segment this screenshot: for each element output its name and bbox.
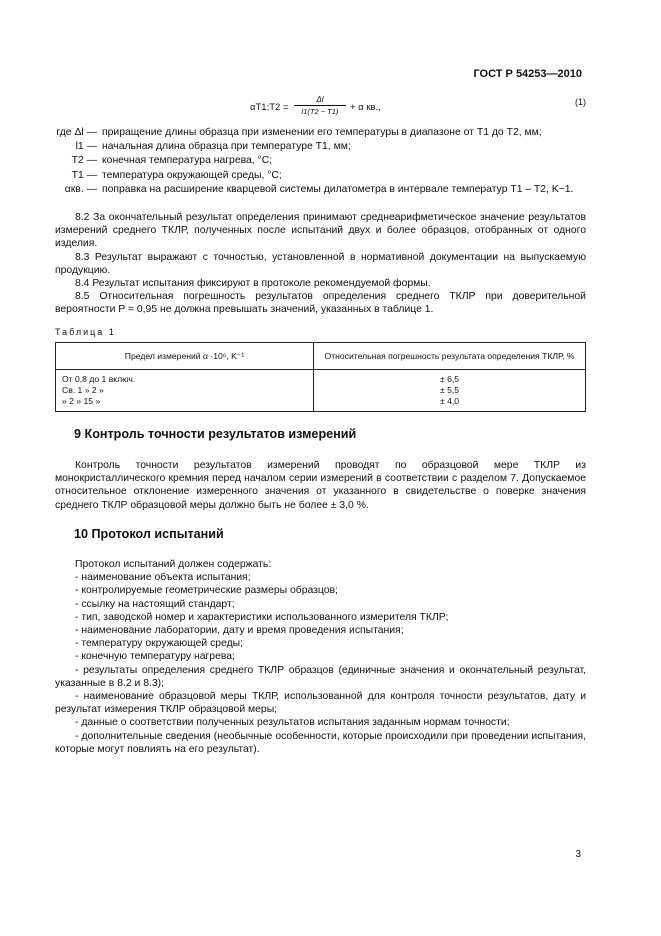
error-value: ± 5,5 xyxy=(439,385,460,395)
definitions-list xyxy=(40,126,586,197)
range-value: Св. 1 » 2 » xyxy=(62,385,104,395)
table-cell-error xyxy=(314,370,586,412)
definition-text: температура окружающей среды, °C; xyxy=(102,169,282,181)
definition-symbol: где Δl — xyxy=(56,127,97,138)
document-header: ГОСТ Р 54253—2010 xyxy=(473,68,582,80)
range-value: » 2 » 15 » xyxy=(62,396,101,406)
definition-item xyxy=(40,183,586,196)
paragraph-8-3: 8.3 Результат выражают с точностью, установленной в нормативной документации на выпускаемую продукцию. xyxy=(55,251,586,276)
section-9-text: Контроль точности результатов измерений проводят по образцовой мере ТКЛР из монокристаллического кремния перед началом серии измерений в соответствии с разделом 7. Допускаемое относительное отклонение измеренного значения от указанного в свидетельстве о поверке значения среднего ТКЛР образцовой меры должно быть не более ± 3,0 %. xyxy=(55,460,586,511)
list-item: - дополнительные сведения (необычные особенности, которые происходили при проведении испытания, которые могут повлиять на его результат). xyxy=(55,730,586,755)
list-item: - контролируемые геометрические размеры образцов; xyxy=(75,585,338,597)
list-item: - результаты определения среднего ТКЛР образцов (единичные значения и окончательный результат, указанные в 8.2 и 8.3); xyxy=(55,664,586,689)
table-header-cell: Предел измерений α ·10⁶, K⁻¹ xyxy=(56,343,314,370)
formula-rhs: + α кв., xyxy=(350,102,381,113)
definition-symbol: l1 — xyxy=(75,141,97,153)
definition-item xyxy=(40,169,586,182)
list-item: - наименование образцовой меры ТКЛР, использованной для контроля точности результатов, дату и результат измерения ТКЛР образцовой меры; xyxy=(55,691,586,716)
list-item: - конечную температуру нагрева; xyxy=(75,651,235,663)
list-item: - наименование объекта испытания; xyxy=(75,572,251,584)
table-cell-range xyxy=(56,370,314,412)
definition-item xyxy=(40,140,586,153)
definition-symbol: T2 — xyxy=(71,155,97,167)
list-item: - тип, заводской номер и характеристики использованного измерителя ТКЛР; xyxy=(75,611,449,623)
list-intro: Протокол испытаний должен содержать: xyxy=(75,559,272,570)
definition-symbol: T1 — xyxy=(71,169,97,181)
formula-fraction xyxy=(292,94,348,117)
paragraph-8-5: 8.5 Относительная погрешность результатов определения среднего ТКЛР при доверительной вероятности P = 0,95 не должна превышать значений, указанных в таблице 1. xyxy=(55,291,586,316)
list-item: - ссылку на настоящий стандарт; xyxy=(75,598,235,610)
error-value: ± 6,5 xyxy=(439,374,460,384)
definition-item xyxy=(40,126,586,139)
table-header-cell: Относительная погрешность результата определения ТКЛР, % xyxy=(314,343,586,370)
section-9-body xyxy=(55,459,586,512)
list-item: - температуру окружающей среды; xyxy=(75,638,244,650)
formula-1 xyxy=(232,96,586,122)
formula-number: (1) xyxy=(575,97,586,107)
section-10-list xyxy=(55,558,586,756)
list-item: - наименование лаборатории, дату и время проведения испытания; xyxy=(75,625,404,637)
section-9-title: 9 Контроль точности результатов измерений xyxy=(74,427,357,441)
table-1 xyxy=(55,342,586,412)
table-row xyxy=(56,370,586,412)
range-value: От 0,8 до 1 включ. xyxy=(62,374,136,384)
table-header-row xyxy=(56,343,586,370)
paragraph-8-2: 8.2 За окончательный результат определения принимают среднеарифметическое значение результатов измерений среднего ТКЛР, полученных после испытаний двух и более образцов, отобранных от одного изделия. xyxy=(55,212,586,250)
definition-text: конечная температура нагрева, °C; xyxy=(102,155,273,167)
paragraph-block-8 xyxy=(55,211,586,317)
paragraph-8-4: 8.4 Результат испытания фиксируют в протоколе рекомендуемой формы. xyxy=(75,278,431,290)
definition-text: поправка на расширение кварцевой системы дилатометра в интервале температур T1 – T2, K−1. xyxy=(102,183,574,195)
formula-denominator: l1(T2 − T1) xyxy=(301,107,339,116)
definition-symbol: αкв. — xyxy=(64,183,97,195)
formula-numerator: Δl xyxy=(316,95,324,104)
definition-text: приращение длины образца при изменении его температуры в диапазоне от T1 до T2, мм; xyxy=(102,127,542,138)
page-number: 3 xyxy=(575,849,581,860)
section-10-title: 10 Протокол испытаний xyxy=(74,527,224,541)
formula-lhs: αT1;T2 = xyxy=(250,102,289,113)
definition-item xyxy=(40,154,586,167)
error-value: ± 4,0 xyxy=(439,396,460,406)
table-caption: Таблица 1 xyxy=(55,327,116,337)
definition-text: начальная длина образца при температуре T1, мм; xyxy=(102,141,351,153)
list-item: - данные о соответствии полученных результатов испытания заданным нормам точности; xyxy=(75,717,510,729)
